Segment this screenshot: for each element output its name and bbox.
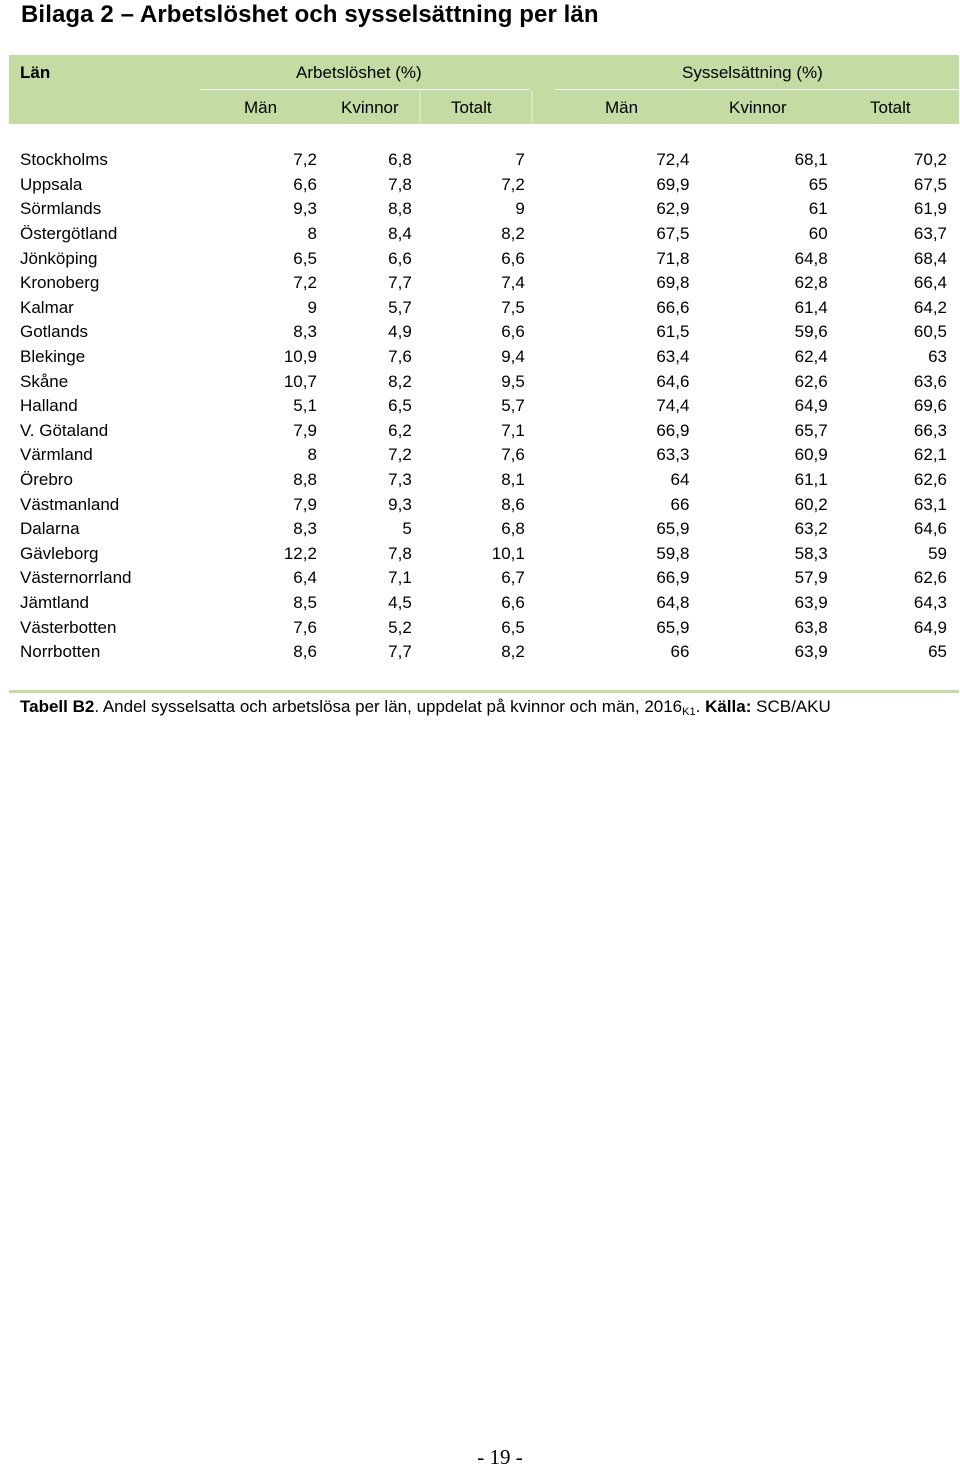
cell-arbetsloshet-totalt: 7: [515, 150, 525, 170]
page-title: Bilaga 2 – Arbetslöshet och sysselsättning per län: [21, 1, 599, 28]
cell-sysselsattning-man: 67,5: [656, 224, 690, 244]
cell-sysselsattning-man: 66: [670, 642, 690, 662]
cell-lan: Västerbotten: [20, 617, 117, 637]
table-body: [9, 148, 959, 664]
cell-lan: Stockholms: [20, 150, 108, 170]
cell-arbetsloshet-man: 7,2: [293, 273, 317, 293]
cell-arbetsloshet-man: 10,9: [283, 347, 317, 367]
cell-arbetsloshet-man: 8,5: [293, 592, 317, 612]
cell-arbetsloshet-totalt: 7,6: [501, 445, 525, 465]
table-row: [9, 345, 959, 370]
cell-sysselsattning-kvinnor: 65: [808, 174, 828, 194]
cell-sysselsattning-man: 74,4: [656, 396, 690, 416]
cell-sysselsattning-man: 64,6: [656, 371, 690, 391]
cell-arbetsloshet-kvinnor: 7,8: [388, 543, 412, 563]
cell-arbetsloshet-man: 5,1: [293, 396, 317, 416]
cell-sysselsattning-totalt: 64,3: [913, 592, 947, 612]
cell-arbetsloshet-totalt: 9,5: [501, 371, 525, 391]
group-header-arbetsloshet: Arbetslöshet (%): [296, 63, 422, 82]
table-row: [9, 148, 959, 173]
cell-sysselsattning-kvinnor: 62,8: [794, 273, 828, 293]
cell-sysselsattning-kvinnor: 61,1: [794, 470, 828, 490]
cell-lan: Jönköping: [20, 248, 98, 268]
caption-text: . Andel sysselsatta och arbetslösa per län, uppdelat på kvinnor och män, 2016: [94, 697, 683, 716]
caption-dot: .: [695, 697, 701, 716]
cell-sysselsattning-totalt: 63,6: [913, 371, 947, 391]
cell-sysselsattning-totalt: 63: [928, 347, 947, 367]
page-number: - 19 -: [477, 1445, 523, 1469]
group-header-sysselsattning: Sysselsättning (%): [682, 63, 823, 82]
cell-lan: Västernorrland: [20, 568, 132, 588]
cell-arbetsloshet-man: 8,3: [293, 519, 317, 539]
cell-lan: Kronoberg: [20, 273, 100, 293]
table-row: [9, 246, 959, 271]
cell-lan: Jämtland: [20, 592, 89, 612]
cell-sysselsattning-kvinnor: 57,9: [794, 568, 828, 588]
cell-sysselsattning-man: 66,9: [656, 568, 690, 588]
cell-arbetsloshet-man: 6,4: [293, 568, 317, 588]
cell-sysselsattning-kvinnor: 59,6: [794, 322, 828, 342]
cell-lan: Västmanland: [20, 494, 120, 514]
cell-lan: Blekinge: [20, 347, 86, 367]
sub-header-man-arbetsloshet: Män: [244, 98, 278, 117]
table-row: [9, 492, 959, 517]
cell-arbetsloshet-kvinnor: 6,2: [388, 420, 412, 440]
data-table: [9, 148, 959, 664]
table-row: [9, 369, 959, 394]
cell-lan: Norrbotten: [20, 642, 101, 662]
column-header-lan: Län: [20, 63, 51, 82]
cell-arbetsloshet-totalt: 7,5: [501, 297, 525, 317]
cell-sysselsattning-man: 62,9: [656, 199, 690, 219]
cell-sysselsattning-kvinnor: 63,8: [794, 617, 828, 637]
cell-arbetsloshet-kvinnor: 8,8: [388, 199, 412, 219]
cell-arbetsloshet-kvinnor: 7,7: [388, 273, 412, 293]
cell-arbetsloshet-totalt: 6,6: [501, 322, 525, 342]
cell-lan: Örebro: [20, 470, 73, 490]
cell-sysselsattning-man: 66,9: [656, 420, 690, 440]
cell-sysselsattning-totalt: 66,4: [913, 273, 947, 293]
column-separator: [531, 91, 533, 123]
cell-sysselsattning-totalt: 67,5: [913, 174, 947, 194]
table-row: [9, 566, 959, 591]
cell-sysselsattning-kvinnor: 63,9: [794, 642, 828, 662]
cell-arbetsloshet-man: 8: [307, 224, 317, 244]
cell-lan: Uppsala: [20, 174, 83, 194]
table-caption: [20, 695, 831, 724]
cell-arbetsloshet-man: 8: [307, 445, 317, 465]
cell-lan: Skåne: [20, 371, 69, 391]
column-separator: [419, 91, 421, 123]
sub-header-kvinnor-arbetsloshet: Kvinnor: [341, 98, 399, 117]
cell-arbetsloshet-man: 7,9: [293, 494, 317, 514]
table-row: [9, 271, 959, 296]
cell-sysselsattning-kvinnor: 60,9: [794, 445, 828, 465]
cell-sysselsattning-kvinnor: 60,2: [794, 494, 828, 514]
cell-arbetsloshet-man: 7,6: [293, 617, 317, 637]
cell-sysselsattning-man: 65,9: [656, 617, 690, 637]
cell-sysselsattning-totalt: 62,6: [913, 568, 947, 588]
cell-arbetsloshet-kvinnor: 5,2: [388, 617, 412, 637]
cell-sysselsattning-man: 63,3: [656, 445, 690, 465]
cell-sysselsattning-totalt: 68,4: [913, 248, 947, 268]
cell-arbetsloshet-kvinnor: 5: [402, 519, 412, 539]
cell-arbetsloshet-totalt: 6,5: [501, 617, 525, 637]
cell-lan: Sörmlands: [20, 199, 102, 219]
cell-arbetsloshet-man: 7,2: [293, 150, 317, 170]
cell-sysselsattning-kvinnor: 64,9: [794, 396, 828, 416]
table-row: [9, 296, 959, 321]
cell-arbetsloshet-man: 12,2: [283, 543, 317, 563]
caption-subscript: K1: [682, 706, 696, 718]
cell-arbetsloshet-kvinnor: 8,4: [388, 224, 412, 244]
cell-arbetsloshet-totalt: 8,2: [501, 642, 525, 662]
caption-source-label: Källa:: [705, 697, 752, 716]
cell-sysselsattning-man: 69,8: [656, 273, 690, 293]
cell-arbetsloshet-totalt: 7,2: [501, 174, 525, 194]
group-underline-sysselsattning: [555, 89, 958, 90]
cell-arbetsloshet-man: 8,6: [293, 642, 317, 662]
cell-arbetsloshet-totalt: 6,6: [501, 248, 525, 268]
cell-arbetsloshet-kvinnor: 7,6: [388, 347, 412, 367]
cell-sysselsattning-totalt: 64,6: [913, 519, 947, 539]
table-row: [9, 615, 959, 640]
cell-arbetsloshet-totalt: 9: [515, 199, 525, 219]
table-row: [9, 640, 959, 665]
cell-sysselsattning-totalt: 62,6: [913, 470, 947, 490]
cell-arbetsloshet-kvinnor: 7,1: [388, 568, 412, 588]
table-row: [9, 173, 959, 198]
cell-arbetsloshet-totalt: 7,4: [501, 273, 525, 293]
cell-sysselsattning-kvinnor: 58,3: [794, 543, 828, 563]
cell-arbetsloshet-totalt: 8,2: [501, 224, 525, 244]
cell-lan: Dalarna: [20, 519, 80, 539]
cell-arbetsloshet-man: 6,5: [293, 248, 317, 268]
cell-sysselsattning-kvinnor: 63,9: [794, 592, 828, 612]
table-row: [9, 468, 959, 493]
cell-arbetsloshet-kvinnor: 4,5: [388, 592, 412, 612]
cell-arbetsloshet-totalt: 7,1: [501, 420, 525, 440]
cell-sysselsattning-man: 64: [670, 470, 690, 490]
sub-header-kvinnor-sysselsattning: Kvinnor: [729, 98, 787, 117]
cell-sysselsattning-totalt: 63,7: [913, 224, 947, 244]
cell-sysselsattning-totalt: 63,1: [913, 494, 947, 514]
cell-arbetsloshet-kvinnor: 4,9: [388, 322, 412, 342]
cell-sysselsattning-man: 61,5: [656, 322, 690, 342]
cell-arbetsloshet-kvinnor: 6,5: [388, 396, 412, 416]
cell-sysselsattning-totalt: 64,2: [913, 297, 947, 317]
sub-header-man-sysselsattning: Män: [605, 98, 639, 117]
table-row: [9, 222, 959, 247]
cell-arbetsloshet-kvinnor: 6,8: [388, 150, 412, 170]
cell-sysselsattning-kvinnor: 61,4: [794, 297, 828, 317]
cell-lan: Värmland: [20, 445, 93, 465]
table-row: [9, 542, 959, 567]
cell-sysselsattning-totalt: 64,9: [913, 617, 947, 637]
table-row: [9, 517, 959, 542]
cell-sysselsattning-kvinnor: 60: [808, 224, 828, 244]
table-row: [9, 394, 959, 419]
cell-sysselsattning-man: 59,8: [656, 543, 690, 563]
cell-arbetsloshet-man: 9,3: [293, 199, 317, 219]
cell-sysselsattning-kvinnor: 68,1: [794, 150, 828, 170]
caption-label: Tabell B2: [20, 697, 95, 716]
table-row: [9, 197, 959, 222]
cell-lan: Gotlands: [20, 322, 89, 342]
cell-arbetsloshet-kvinnor: 9,3: [388, 494, 412, 514]
cell-sysselsattning-totalt: 70,2: [913, 150, 947, 170]
cell-arbetsloshet-man: 8,8: [293, 470, 317, 490]
cell-sysselsattning-man: 65,9: [656, 519, 690, 539]
cell-sysselsattning-totalt: 61,9: [913, 199, 947, 219]
cell-arbetsloshet-totalt: 6,8: [501, 519, 525, 539]
cell-sysselsattning-man: 66,6: [656, 297, 690, 317]
cell-lan: Kalmar: [20, 297, 74, 317]
cell-arbetsloshet-man: 7,9: [293, 420, 317, 440]
cell-arbetsloshet-totalt: 5,7: [501, 396, 525, 416]
cell-arbetsloshet-kvinnor: 6,6: [388, 248, 412, 268]
cell-lan: V. Götaland: [20, 420, 109, 440]
cell-arbetsloshet-kvinnor: 5,7: [388, 297, 412, 317]
cell-sysselsattning-kvinnor: 64,8: [794, 248, 828, 268]
table-bottom-rule: [9, 690, 959, 693]
cell-arbetsloshet-totalt: 10,1: [491, 543, 525, 563]
cell-sysselsattning-man: 64,8: [656, 592, 690, 612]
cell-arbetsloshet-totalt: 6,6: [501, 592, 525, 612]
cell-sysselsattning-kvinnor: 65,7: [794, 420, 828, 440]
table-row: [9, 591, 959, 616]
cell-arbetsloshet-man: 6,6: [293, 174, 317, 194]
cell-arbetsloshet-totalt: 6,7: [501, 568, 525, 588]
cell-arbetsloshet-totalt: 9,4: [501, 347, 525, 367]
cell-sysselsattning-kvinnor: 63,2: [794, 519, 828, 539]
cell-arbetsloshet-man: 10,7: [283, 371, 317, 391]
table-row: [9, 320, 959, 345]
cell-sysselsattning-kvinnor: 62,4: [794, 347, 828, 367]
cell-arbetsloshet-kvinnor: 8,2: [388, 371, 412, 391]
cell-arbetsloshet-kvinnor: 7,8: [388, 174, 412, 194]
cell-sysselsattning-totalt: 66,3: [913, 420, 947, 440]
table-row: [9, 419, 959, 444]
cell-sysselsattning-man: 63,4: [656, 347, 690, 367]
caption-source: SCB/AKU: [756, 697, 831, 716]
sub-header-totalt-arbetsloshet: Totalt: [451, 98, 492, 117]
cell-lan: Östergötland: [20, 224, 118, 244]
cell-arbetsloshet-totalt: 8,1: [501, 470, 525, 490]
cell-sysselsattning-totalt: 59: [928, 543, 947, 563]
table-row: [9, 443, 959, 468]
sub-header-totalt-sysselsattning: Totalt: [870, 98, 911, 117]
cell-sysselsattning-man: 72,4: [656, 150, 690, 170]
cell-sysselsattning-man: 66: [670, 494, 690, 514]
cell-sysselsattning-man: 69,9: [656, 174, 690, 194]
cell-arbetsloshet-kvinnor: 7,3: [388, 470, 412, 490]
cell-arbetsloshet-totalt: 8,6: [501, 494, 525, 514]
cell-sysselsattning-man: 71,8: [656, 248, 690, 268]
cell-lan: Gävleborg: [20, 543, 99, 563]
cell-sysselsattning-kvinnor: 61: [808, 199, 828, 219]
cell-sysselsattning-kvinnor: 62,6: [794, 371, 828, 391]
cell-sysselsattning-totalt: 65: [928, 642, 947, 662]
cell-arbetsloshet-kvinnor: 7,2: [388, 445, 412, 465]
cell-sysselsattning-totalt: 62,1: [913, 445, 947, 465]
cell-arbetsloshet-man: 8,3: [293, 322, 317, 342]
cell-arbetsloshet-kvinnor: 7,7: [388, 642, 412, 662]
cell-lan: Halland: [20, 396, 78, 416]
group-underline-arbetsloshet: [200, 89, 530, 90]
cell-arbetsloshet-man: 9: [307, 297, 317, 317]
cell-sysselsattning-totalt: 60,5: [913, 322, 947, 342]
cell-sysselsattning-totalt: 69,6: [913, 396, 947, 416]
